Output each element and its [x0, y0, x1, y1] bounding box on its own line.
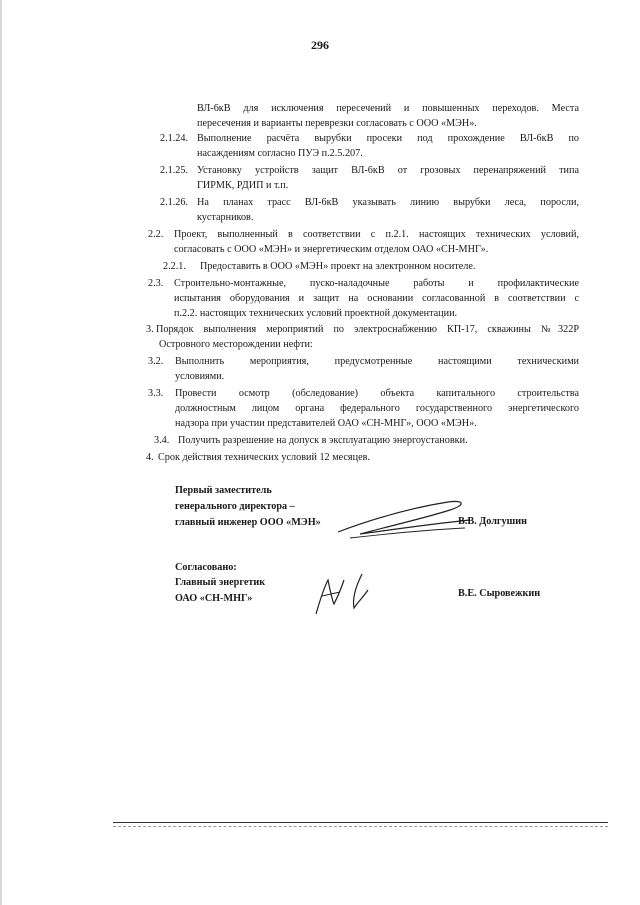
text-line: Проект, выполненный в соответствии с п.2.1. настоящих технических условий, — [174, 229, 579, 240]
text-line: ВЛ-6кВ для исключения пересечений и повышенных переходов. Места — [197, 103, 579, 114]
signatory-title-line: главный инженер ООО «МЭН» — [175, 517, 321, 528]
item-number: 4. — [146, 452, 154, 463]
text-line: согласовать с ООО «МЭН» и энергетическим отделом ОАО «СН-МНГ». — [174, 244, 489, 255]
item-number: 3.4. — [154, 435, 170, 446]
text-line: Строительно-монтажные, пуско-наладочные работы и профилактические — [174, 278, 579, 289]
bottom-rule — [113, 822, 608, 823]
signatory-name: В.В. Долгушин — [458, 516, 527, 527]
signatory-title-line: Согласовано: — [175, 562, 237, 573]
text-line: Выполнение расчёта вырубки просеки под прохождение ВЛ-6кВ по — [197, 133, 579, 144]
text-line: должностным лицом органа федерального государственного энергетического — [175, 403, 579, 414]
text-line: Срок действия технических условий 12 месяцев. — [158, 452, 370, 463]
item-number: 2.3. — [148, 278, 164, 289]
text-line: ГИРМК, РДИП и т.п. — [197, 180, 289, 191]
signatory-name: В.Е. Сыровежкин — [458, 588, 541, 599]
scan-edge-left — [0, 0, 2, 905]
text-line: Предоставить в ООО «МЭН» проект на электронном носителе. — [200, 261, 476, 272]
item-number: 3. — [146, 324, 154, 335]
item-number: 2.1.25. — [160, 165, 189, 176]
text-line: Выполнить мероприятия, предусмотренные настоящими техническими — [175, 356, 579, 367]
signatory-title-line: Первый заместитель — [175, 485, 272, 496]
text-line: испытания оборудования и защит на основании согласованной в соответствии с — [174, 293, 579, 304]
text-line: Установку устройств защит ВЛ-6кВ от грозовых перенапряжений типа — [197, 165, 579, 176]
item-number: 2.2.1. — [163, 261, 186, 272]
signature-image — [310, 560, 385, 620]
text-line: Получить разрешение на допуск в эксплуатацию энергоустановки. — [178, 435, 468, 446]
text-line: надзора при участии представителей ОАО «СН-МНГ», ООО «МЭН». — [175, 418, 477, 429]
item-number: 3.2. — [148, 356, 164, 367]
page-number: 296 — [311, 38, 329, 52]
text-line: На планах трасс ВЛ-6кВ указывать линию вырубки леса, поросли, — [197, 197, 579, 208]
signatory-title-line: генерального директора – — [175, 501, 295, 512]
text-line: п.2.2. настоящих технических условий проектной документации. — [174, 308, 458, 319]
item-number: 2.1.26. — [160, 197, 189, 208]
signatory-title-line: ОАО «СН-МНГ» — [175, 593, 253, 604]
bottom-rule-faint — [113, 826, 608, 827]
text-line: Провести осмотр (обследование) объекта капитального строительства — [175, 388, 579, 399]
item-number: 3.3. — [148, 388, 164, 399]
text-line: условиями. — [175, 371, 225, 382]
text-line: насаждениям согласно ПУЭ п.2.5.207. — [197, 148, 363, 159]
item-number: 2.2. — [148, 229, 164, 240]
text-line: кустарников. — [197, 212, 254, 223]
text-line: Островного месторождении нефти: — [159, 339, 313, 350]
text-line: Порядок выполнения мероприятий по электроснабжению КП-17, скважины №322Р — [156, 324, 579, 335]
signatory-title-line: Главный энергетик — [175, 577, 266, 588]
item-number: 2.1.24. — [160, 133, 189, 144]
text-line: пересечения и варианты переврезки согласовать с ООО «МЭН». — [197, 118, 477, 129]
